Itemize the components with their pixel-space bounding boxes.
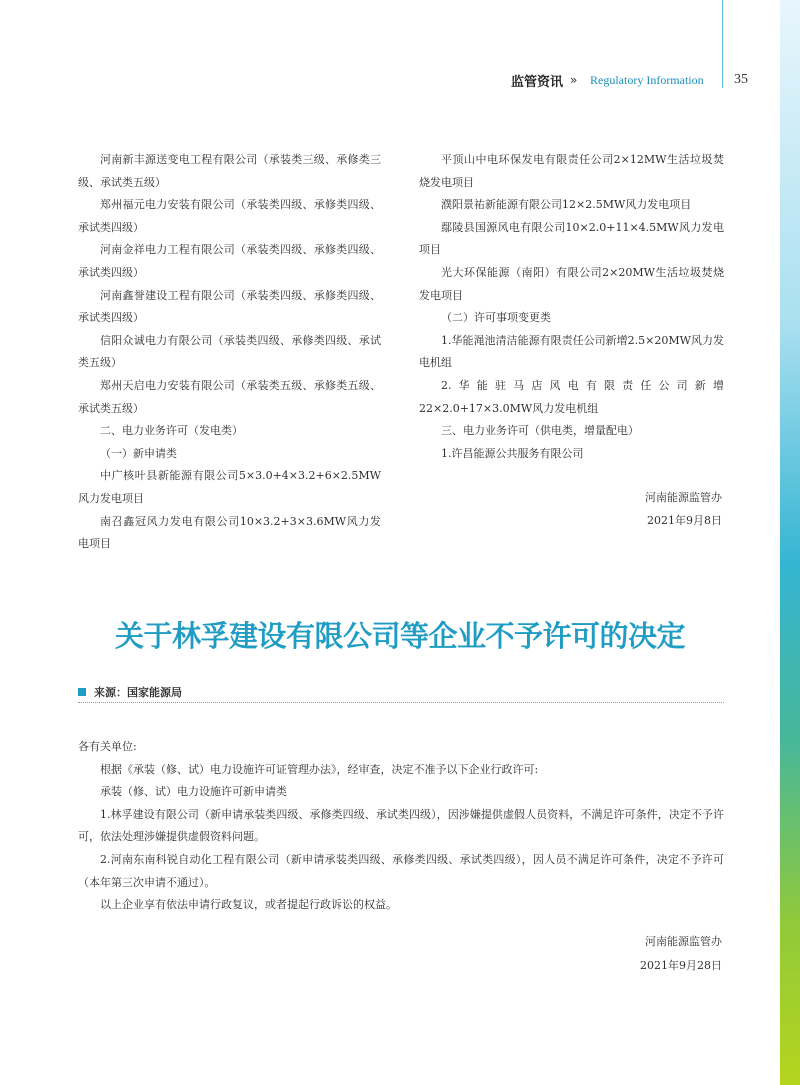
paragraph: 河南鑫誉建设工程有限公司（承装类四级、承修类四级、承试类四级） xyxy=(78,288,381,325)
paragraph: 以上企业享有依法申请行政复议，或者提起行政诉讼的权益。 xyxy=(100,898,397,912)
paragraph: 2.河南东南科锐自动化工程有限公司（新申请承装类四级、承修类四级、承试类四级），因人员不满足许可条件，决定不予许可（本年第三次申请不通过）。 xyxy=(78,852,724,889)
paragraph: 河南新丰源送变电工程有限公司（承装类三级、承修类三级、承试类五级） xyxy=(78,153,381,189)
section-heading: 三、电力业务许可（供电类，增量配电） xyxy=(441,424,639,438)
salutation: 各有关单位: xyxy=(78,740,137,753)
paragraph: 光大环保能源（南阳）有限公司2×20MW生活垃圾焚烧发电项目 xyxy=(419,265,724,302)
article-body xyxy=(78,736,724,917)
paragraph: 平顶山中电环保发电有限责任公司2×12MW生活垃圾焚烧发电项目 xyxy=(419,153,724,189)
side-color-strip xyxy=(780,0,800,1085)
double-chevron-icon: » xyxy=(570,73,578,87)
section-title-en: Regulatory Information xyxy=(590,72,704,87)
paragraph: 承装（修、试）电力设施许可新申请类 xyxy=(100,785,287,799)
article-source xyxy=(78,684,182,700)
source-label: 来源：国家能源局 xyxy=(94,686,182,699)
paragraph: 1.林孚建设有限公司（新申请承装类四级、承修类四级、承试类四级），因涉嫌提供虚假人员资料，不满足许可条件，决定不予许可，依法处理涉嫌提供虚假资料问题。 xyxy=(78,807,724,844)
page-number: 35 xyxy=(734,72,748,87)
subsection-heading: （二）许可事项变更类 xyxy=(441,311,551,325)
signature-org: 河南能源监管办 xyxy=(645,935,722,948)
left-column xyxy=(78,149,381,556)
paragraph: 南召鑫冠风力发电有限公司10×3.2+3×3.6MW风力发电项目 xyxy=(78,514,381,551)
right-column xyxy=(419,149,724,465)
paragraph: 郑州福元电力安装有限公司（承装类四级、承修类四级、承试类四级） xyxy=(78,198,381,234)
paragraph: 濮阳景祐新能源有限公司12×2.5MW风力发电项目 xyxy=(441,198,692,212)
paragraph: 鄢陵县国源风电有限公司10×2.0+11×4.5MW风力发电项目 xyxy=(419,220,724,257)
article-title: 关于林孚建设有限公司等企业不予许可的决定 xyxy=(114,619,685,653)
paragraph: 河南金祥电力工程有限公司（承装类四级、承修类四级、承试类四级） xyxy=(78,243,381,279)
subsection-heading: （一）新申请类 xyxy=(100,446,177,460)
paragraph: 郑州天启电力安装有限公司（承装类五级、承修类五级、承试类五级） xyxy=(78,378,381,415)
paragraph: 根据《承装（修、试）电力设施许可证管理办法》，经审查，决定不准予以下企业行政许可: xyxy=(100,762,539,776)
paragraph: 信阳众诚电力有限公司（承装类四级、承修类四级、承试类五级） xyxy=(78,333,381,370)
dotted-divider xyxy=(78,702,724,703)
paragraph: 2.华能驻马店风电有限责任公司新增22×2.0+17×3.0MW风力发电机组 xyxy=(419,378,724,415)
section-title-cn: 监管资讯 xyxy=(511,74,564,90)
first-signature xyxy=(645,487,722,532)
section-heading: 二、电力业务许可（发电类） xyxy=(100,424,243,438)
page-header xyxy=(470,70,750,90)
signature-date: 2021年9月28日 xyxy=(640,959,722,972)
signature-org: 河南能源监管办 xyxy=(645,491,722,504)
signature-date: 2021年9月8日 xyxy=(647,513,722,527)
second-signature xyxy=(640,930,722,978)
paragraph: 中广核叶县新能源有限公司5×3.0+4×3.2+6×2.5MW风力发电项目 xyxy=(78,469,381,505)
square-bullet-icon xyxy=(78,688,86,696)
paragraph: 1.华能渑池清洁能源有限责任公司新增2.5×20MW风力发电机组 xyxy=(419,333,724,370)
paragraph: 1.许昌能源公共服务有限公司 xyxy=(441,446,584,460)
